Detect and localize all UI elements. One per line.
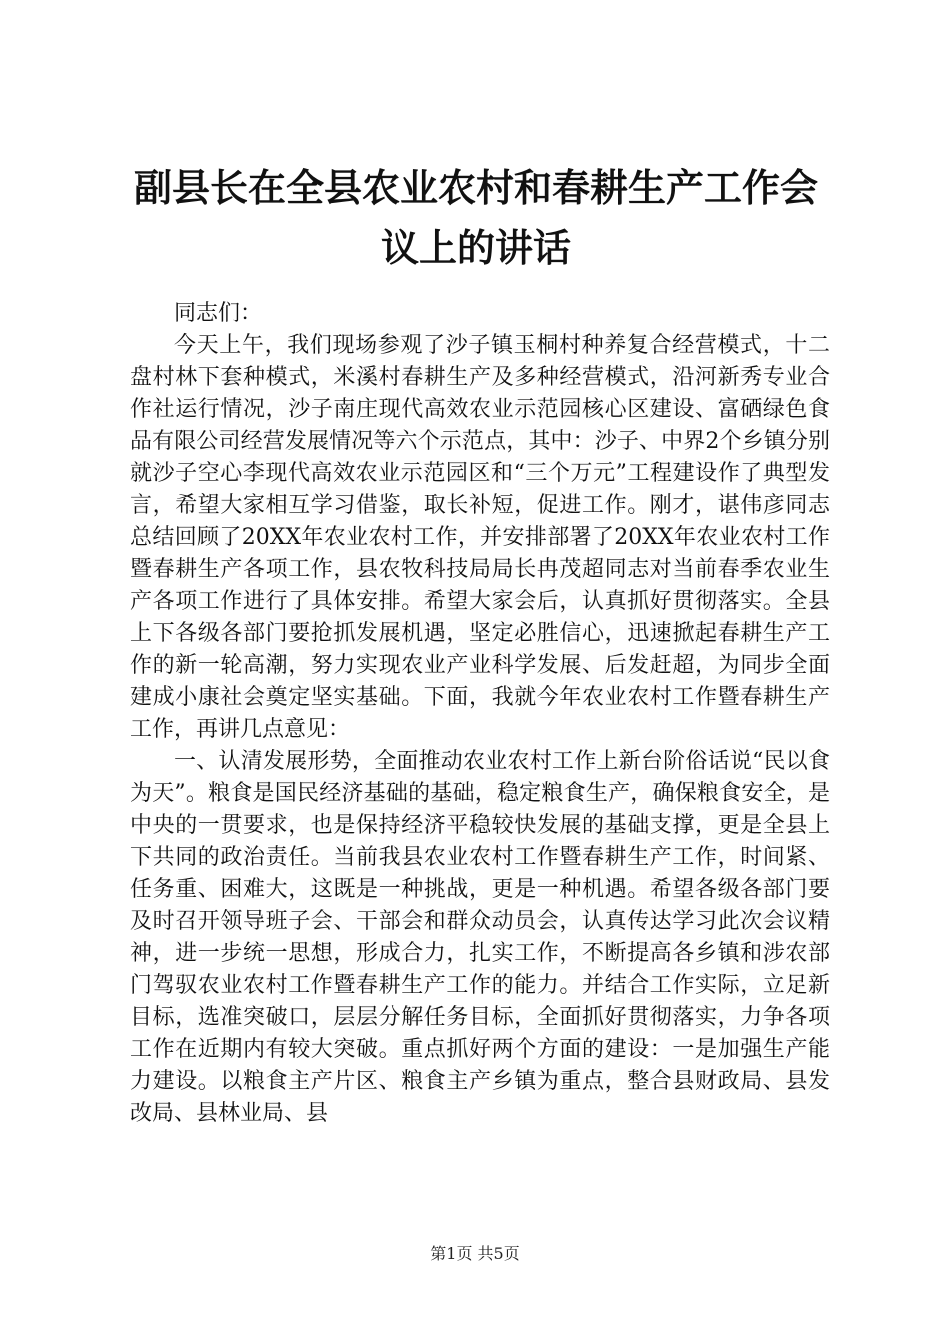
paragraph: 今天上午，我们现场参观了沙子镇玉桐村种养复合经营模式，十二盘村林下套种模式，米溪村春耕生产及多种经营模式，沿河新秀专业合作社运行情况，沙子南庄现代高效农业示范园核心区建设、富硒绿色食品有限公司经营发展情况等六个示范点，其中：沙子、中界2个乡镇分别就沙子空心李现代高效农业示范园区和“三个万元”工程建设作了典型发言，希望大家相互学习借鉴，取长补短，促进工作。刚才，谌伟彦同志总结回顾了20XX年农业农村工作，并安排部署了20XX年农业农村工作暨春耕生产各项工作，县农牧科技局局长冉茂超同志对当前春季农业生产各项工作进行了具体安排。希望大家会后，认真抓好贯彻落实。全县上下各级各部门要抢抓发展机遇，坚定必胜信心，迅速掀起春耕生产工作的新一轮高潮，努力实现农业产业科学发展、后发赶超，为同步全面建成小康社会奠定坚实基础。下面，我就今年农业农村工作暨春耕生产工作，再讲几点意见：	[130, 333, 830, 742]
page-footer	[0, 1244, 950, 1264]
document-body	[130, 298, 830, 1130]
document-title: 副县长在全县农业农村和春耕生产工作会议上的讲话	[133, 165, 818, 270]
page-number: 第1页 共5页	[430, 1244, 520, 1263]
paragraph: 一、认清发展形势，全面推动农业农村工作上新台阶俗话说“民以食为天”。粮食是国民经济基础的基础，稳定粮食生产，确保粮食安全，是中央的一贯要求，也是保持经济平稳较快发展的基础支撑，更是全县上下共同的政治责任。当前我县农业农村工作暨春耕生产工作，时间紧、任务重、困难大，这既是一种挑战，更是一种机遇。希望各级各部门要及时召开领导班子会、干部会和群众动员会，认真传达学习此次会议精神，进一步统一思想，形成合力，扎实工作，不断提高各乡镇和涉农部门驾驭农业农村工作暨春耕生产工作的能力。并结合工作实际，立足新目标，选准突破口，层层分解任务目标，全面抓好贯彻落实，力争各项工作在近期内有较大突破。重点抓好两个方面的建设：一是加强生产能力建设。以粮食主产片区、粮食主产乡镇为重点，整合县财政局、县发改局、县林业局、县	[130, 749, 830, 1126]
salutation: 同志们：	[174, 301, 263, 326]
